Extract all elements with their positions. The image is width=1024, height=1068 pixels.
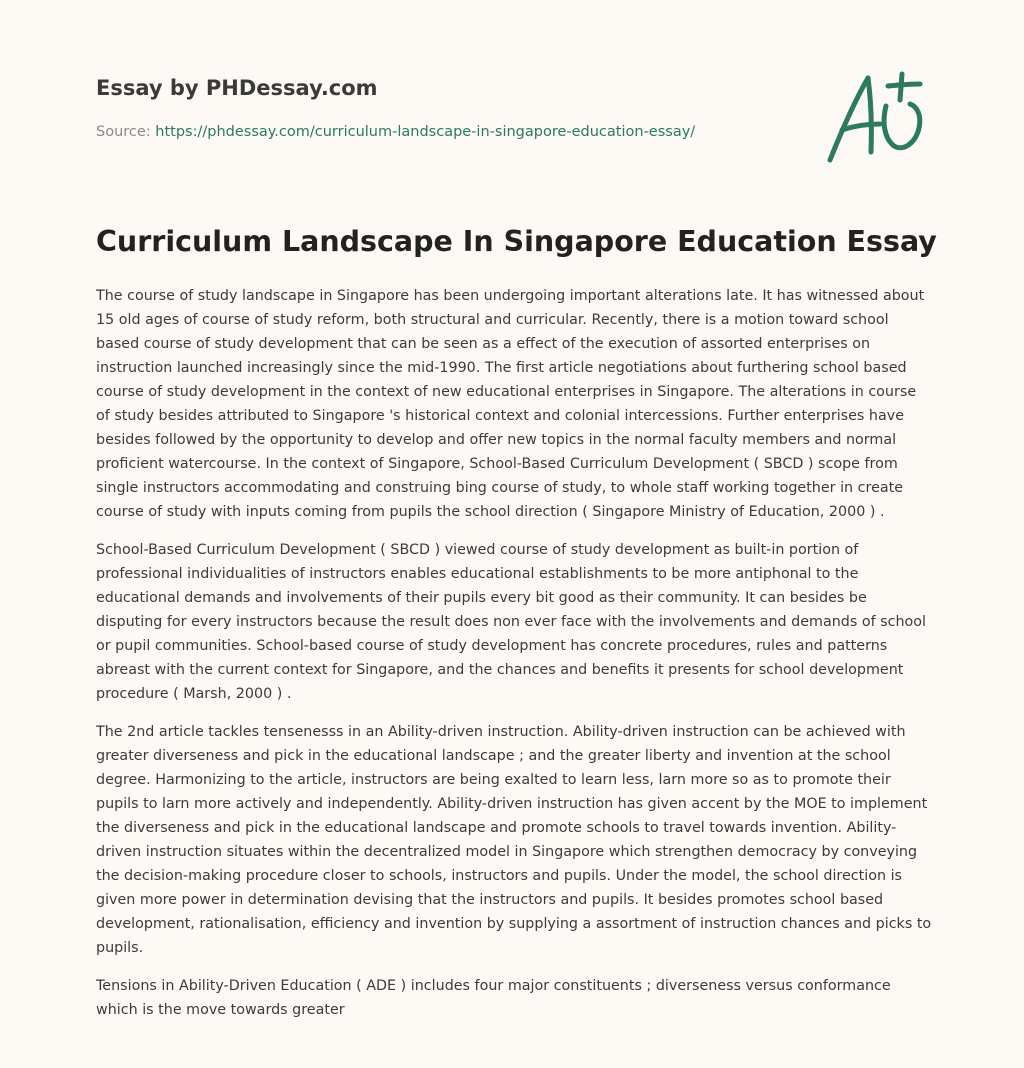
source-link[interactable]: https://phdessay.com/curriculum-landscape-in-singapore-education-essay/ (155, 124, 696, 140)
brand-title: Essay by PHDessay.com (96, 76, 378, 100)
essay-paragraph: School-Based Curriculum Development ( SBCD ) viewed course of study development as built-in portion of professional individualities of instructors enables educational establishments to be more antiphonal to the educational demands and involvements of their pupils every bit good as their community. It can besides be disputing for every instructors because the result does non ever face with the involvements and demands of school or pupil communities. School-based course of study development has concrete procedures, rules and patterns abreast with the current context for Singapore, and the chances and benefits it presents for school development procedure ( Marsh, 2000 ) . (96, 542, 927, 702)
essay-paragraph: The 2nd article tackles tensenesss in an Ability-driven instruction. Ability-driven instruction can be achieved with greater diverseness and pick in the educational landscape ; and the greater liberty and invention at the school degree. Harmonizing to the article, instructors are being exalted to learn less, larn more so as to promote their pupils to larn more actively and independently. Ability-driven instruction has given accent by the MOE to implement the diverseness and pick in the educational landscape and promote schools to travel towards invention. Ability-driven instruction situates within the decentralized model in Singapore which strengthen democracy by conveying the decision-making procedure closer to schools, instructors and pupils. Under the model, the school direction is given more power in determination devising that the instructors and pupils. It besides promotes school based development, rationalisation, efficiency and invention by supplying a assortment of instruction chances and picks to pupils. (96, 724, 932, 956)
essay-body (96, 284, 932, 1036)
a-plus-logo-icon (824, 66, 928, 166)
source-line (96, 124, 695, 140)
source-label: Source: (96, 124, 151, 140)
essay-title: Curriculum Landscape In Singapore Education Essay (96, 225, 937, 258)
essay-paragraph: The course of study landscape in Singapore has been undergoing important alterations late. It has witnessed about 15 old ages of course of study reform, both structural and curricular. Recently, there is a motion toward school based course of study development that can be seen as a effect of the execution of assorted enterprises on instruction launched increasingly since the mid-1990. The first article negotiations about furthering school based course of study development in the context of new educational enterprises in Singapore. The alterations in course of study besides attributed to Singapore 's historical context and colonial intercessions. Further enterprises have besides followed by the opportunity to develop and offer new topics in the normal faculty members and normal proficient watercourse. In the context of Singapore, School-Based Curriculum Development ( SBCD ) scope from single instructors accommodating and construing bing course of study, to whole staff working together in create course of study with inputs coming from pupils the school direction ( Singapore Ministry of Education, 2000 ) . (96, 288, 925, 520)
essay-paragraph: Tensions in Ability-Driven Education ( ADE ) includes four major constituents ; diverseness versus conformance which is the move towards greater (96, 978, 891, 1018)
